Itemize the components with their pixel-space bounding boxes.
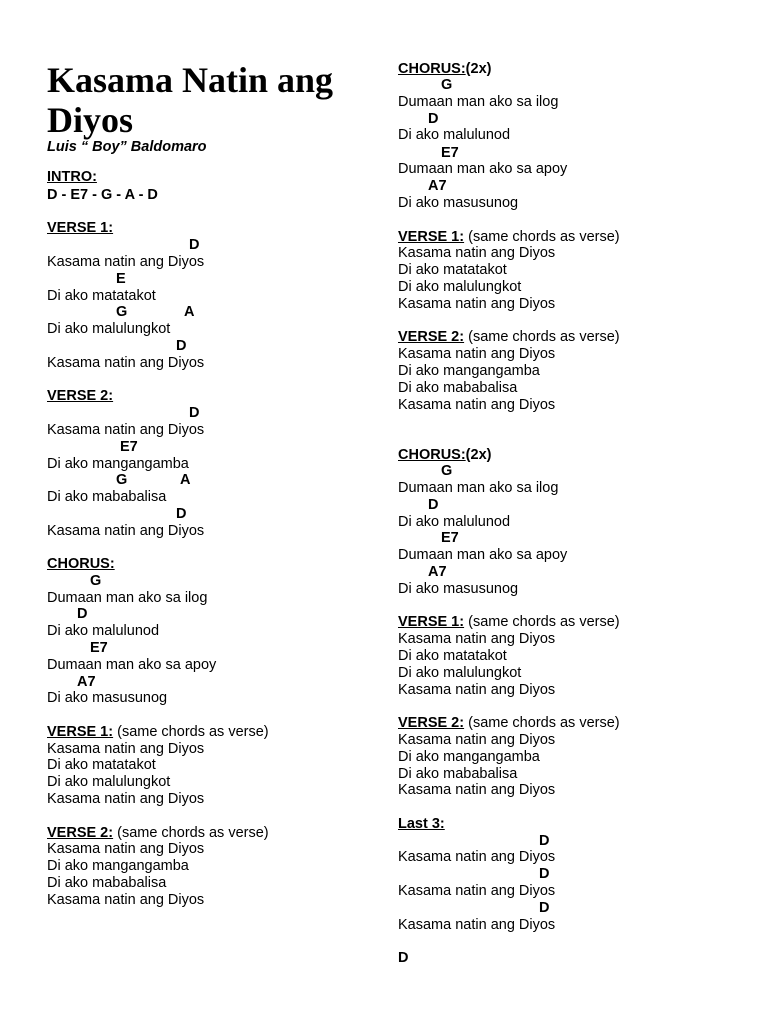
section-label: VERSE 2:	[47, 825, 114, 841]
lyric-line: Di ako malulungkot	[398, 665, 522, 681]
lyric-line: Kasama natin ang Diyos	[398, 296, 556, 312]
lyric-line: Kasama natin ang Diyos	[47, 791, 205, 807]
lyric-line: Dumaan man ako sa apoy	[47, 657, 217, 673]
section-label: VERSE 1:	[398, 229, 465, 245]
lyric-line: Dumaan man ako sa ilog	[47, 590, 208, 606]
chord-label: G	[441, 463, 453, 479]
chord-label: A	[184, 304, 195, 320]
lyric-line: Kasama natin ang Diyos	[398, 346, 556, 362]
section-label: CHORUS:	[398, 447, 466, 463]
lyric-line: Dumaan man ako sa ilog	[398, 94, 559, 110]
chord-label: G	[116, 472, 128, 488]
lyric-line: Di ako malulungkot	[47, 321, 171, 337]
lyric-line: Di ako mababalisa	[398, 766, 518, 782]
lyric-line: Kasama natin ang Diyos	[47, 841, 205, 857]
repeat-note: (2x)	[465, 61, 492, 77]
section-label: VERSE 1:	[47, 724, 114, 740]
lyric-line: Kasama natin ang Diyos	[47, 741, 205, 757]
lyric-line: Dumaan man ako sa ilog	[398, 480, 559, 496]
chord-label: D	[428, 497, 439, 513]
chord-label: G	[116, 304, 128, 320]
lyric-line: Di ako mababalisa	[47, 489, 167, 505]
lyric-line: Kasama natin ang Diyos	[47, 892, 205, 908]
lyric-line: Kasama natin ang Diyos	[47, 523, 205, 539]
lyric-line: Di ako mababalisa	[398, 380, 518, 396]
chord-label: D	[539, 900, 550, 916]
section-heading	[47, 724, 269, 741]
section-heading	[398, 614, 620, 631]
chord-label: D	[176, 338, 187, 354]
lyric-line: Di ako masusunog	[47, 690, 168, 706]
lyric-line: Kasama natin ang Diyos	[398, 631, 556, 647]
section-label: VERSE 2:	[398, 329, 465, 345]
lyric-line: Di ako mangangamba	[47, 858, 189, 874]
lyric-line: Kasama natin ang Diyos	[398, 245, 556, 261]
section-heading	[398, 447, 491, 464]
section-heading	[47, 825, 269, 842]
chord-label: D	[398, 950, 409, 966]
section-label: VERSE 1:	[398, 614, 465, 630]
section-label: Last 3:	[398, 816, 445, 832]
lyric-line: Di ako matatakot	[47, 757, 156, 773]
song-title: Kasama Natin ang Diyos	[47, 60, 334, 140]
lyric-line: Di ako matatakot	[47, 288, 156, 304]
chord-label: E7	[441, 145, 459, 161]
section-heading	[398, 229, 620, 246]
lyric-line: Di ako mangangamba	[398, 363, 540, 379]
lyric-line: Di ako masusunog	[398, 195, 519, 211]
chord-label: E7	[441, 530, 459, 546]
lyric-line: Kasama natin ang Diyos	[47, 422, 205, 438]
song-author: Luis “ Boy” Baldomaro	[47, 139, 207, 155]
section-label: CHORUS:	[398, 61, 466, 77]
intro-chords: D - E7 - G - A - D	[47, 187, 158, 203]
lyric-line: Di ako mangangamba	[47, 456, 189, 472]
lyric-line: Kasama natin ang Diyos	[398, 782, 556, 798]
lyric-line: Dumaan man ako sa apoy	[398, 161, 568, 177]
lyric-line: Di ako malulunod	[47, 623, 160, 639]
section-note: (same chords as verse)	[464, 329, 620, 345]
lyric-line: Kasama natin ang Diyos	[47, 355, 205, 371]
section-label: VERSE 2:	[47, 388, 114, 404]
section-heading	[398, 715, 620, 732]
section-note: (same chords as verse)	[113, 724, 269, 740]
lyric-line: Kasama natin ang Diyos	[398, 883, 556, 899]
repeat-note: (2x)	[465, 447, 492, 463]
section-heading	[398, 329, 620, 346]
chord-label: E7	[90, 640, 108, 656]
chord-label: A	[180, 472, 191, 488]
chord-label: A7	[428, 564, 447, 580]
lyric-line: Di ako malulungkot	[47, 774, 171, 790]
lyric-line: Dumaan man ako sa apoy	[398, 547, 568, 563]
lyric-line: Di ako masusunog	[398, 581, 519, 597]
lyric-line: Di ako matatakot	[398, 262, 507, 278]
lyric-line: Di ako malulunod	[398, 127, 511, 143]
section-note: (same chords as verse)	[113, 825, 269, 841]
chord-label: D	[189, 237, 200, 253]
chord-label: D	[428, 111, 439, 127]
lyric-line: Di ako malulunod	[398, 514, 511, 530]
chord-label: A7	[428, 178, 447, 194]
chord-label: D	[539, 866, 550, 882]
section-label: VERSE 1:	[47, 220, 114, 236]
chord-label: G	[90, 573, 102, 589]
section-heading	[398, 61, 491, 78]
chord-label: E	[116, 271, 126, 287]
lyric-line: Kasama natin ang Diyos	[47, 254, 205, 270]
lyric-line: Di ako mababalisa	[47, 875, 167, 891]
chord-label: D	[176, 506, 187, 522]
section-label: VERSE 2:	[398, 715, 465, 731]
section-label: INTRO:	[47, 169, 97, 185]
section-note: (same chords as verse)	[464, 229, 620, 245]
section-label: CHORUS:	[47, 556, 115, 572]
lyric-line: Di ako mangangamba	[398, 749, 540, 765]
lyric-line: Kasama natin ang Diyos	[398, 397, 556, 413]
chord-label: E7	[120, 439, 138, 455]
lyric-line: Di ako malulungkot	[398, 279, 522, 295]
section-note: (same chords as verse)	[464, 715, 620, 731]
section-note: (same chords as verse)	[464, 614, 620, 630]
lyric-line: Di ako matatakot	[398, 648, 507, 664]
chord-label: D	[539, 833, 550, 849]
lyric-line: Kasama natin ang Diyos	[398, 917, 556, 933]
lyric-line: Kasama natin ang Diyos	[398, 682, 556, 698]
chord-label: A7	[77, 674, 96, 690]
chord-label: G	[441, 77, 453, 93]
lyric-line: Kasama natin ang Diyos	[398, 732, 556, 748]
chord-label: D	[189, 405, 200, 421]
chord-label: D	[77, 606, 88, 622]
lyric-line: Kasama natin ang Diyos	[398, 849, 556, 865]
